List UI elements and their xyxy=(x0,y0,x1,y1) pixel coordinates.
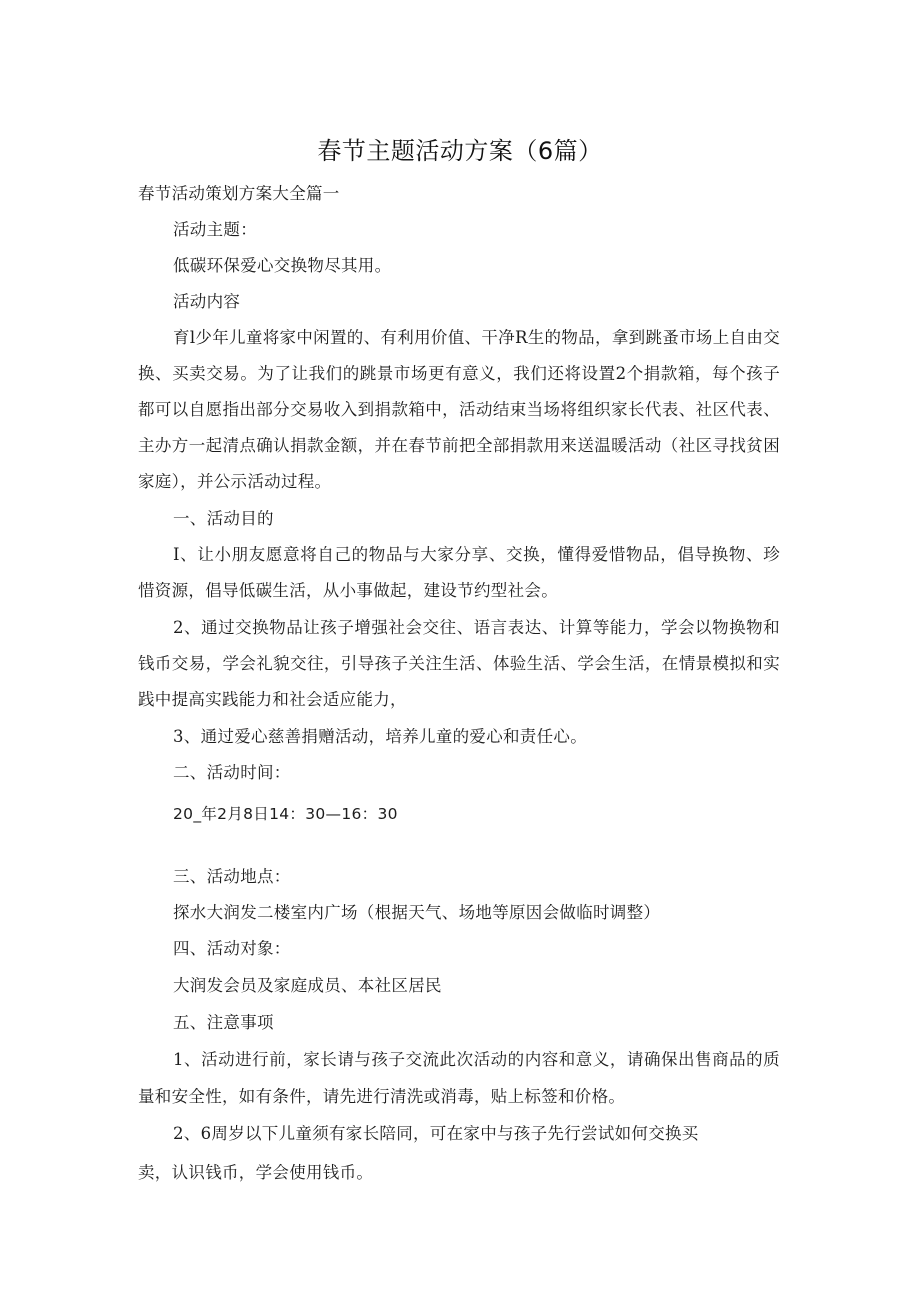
notes-item-1-line-2: 量和安全性，如有条件，请先进行清洗或消毒，贴上标签和价格。 xyxy=(138,1087,626,1106)
content-paragraph-line-4: 主办方一起清点确认捐款金额，并在春节前把全部捐款用来送温暖活动（社区寻找贫困 xyxy=(138,436,780,455)
target-text: 大润发会员及家庭成员、本社区居民 xyxy=(173,976,442,995)
purpose-heading: 一、活动目的 xyxy=(173,509,274,528)
document-title: 春节主题活动方案（6篇） xyxy=(317,137,603,165)
content-paragraph-line-5: 家庭），并公示活动过程。 xyxy=(138,472,332,491)
time-text: 20_年2月8日14：30—16：30 xyxy=(173,805,398,823)
theme-heading: 活动主题： xyxy=(173,220,257,239)
target-heading: 四、活动对象： xyxy=(173,939,291,958)
time-heading: 二、活动时间： xyxy=(173,763,291,782)
purpose-item-3: 3、通过爱心慈善捐赠活动，培养儿童的爱心和责任心。 xyxy=(173,727,587,746)
content-paragraph-line-2: 换、买卖交易。为了让我们的跳景市场更有意义，我们还将设置2个捐款箱，每个孩子 xyxy=(138,364,780,383)
notes-heading: 五、注意事项 xyxy=(173,1013,274,1032)
notes-item-1-line-1: 1、活动进行前，家长请与孩子交流此次活动的内容和意义，请确保出售商品的质 xyxy=(173,1050,780,1069)
content-heading: 活动内容 xyxy=(173,292,241,311)
notes-item-2-line-2: 卖，认识钱币，学会使用钱币。 xyxy=(138,1163,374,1182)
purpose-item-2-line-3: 践中提高实践能力和社会适应能力， xyxy=(138,690,407,709)
place-text: 探水大润发二楼室内广场（根据天气、场地等原因会做临时调整） xyxy=(173,903,661,922)
notes-item-2-line-1: 2、6周岁以下儿童须有家长陪同，可在家中与孩子先行尝试如何交换买 xyxy=(173,1124,699,1143)
theme-text: 低碳环保爱心交换物尽其用。 xyxy=(173,256,392,275)
purpose-item-1-line-1: I、让小朋友愿意将自己的物品与大家分享、交换，懂得爱惜物品，倡导换物、珍 xyxy=(173,545,780,564)
content-paragraph-line-1: 育l少年儿童将家中闲置的、有利用价值、干净R生的物品，拿到跳蚤市场上自由交 xyxy=(173,328,780,347)
section-subtitle: 春节活动策划方案大全篇一 xyxy=(138,184,340,203)
purpose-item-2-line-1: 2、通过交换物品让孩子增强社会交往、语言表达、计算等能力，学会以物换物和 xyxy=(173,618,780,637)
purpose-item-1-line-2: 惜资源，倡导低碳生活，从小事做起，建设节约型社会。 xyxy=(138,581,558,600)
place-heading: 三、活动地点： xyxy=(173,867,291,886)
content-paragraph-line-3: 都可以自愿指出部分交易收入到捐款箱中，活动结束当场将组织家长代表、社区代表、 xyxy=(138,400,780,419)
purpose-item-2-line-2: 钱币交易，学会礼貌交往，引导孩子关注生活、体验生活、学会生活，在情景模拟和实 xyxy=(138,654,780,673)
